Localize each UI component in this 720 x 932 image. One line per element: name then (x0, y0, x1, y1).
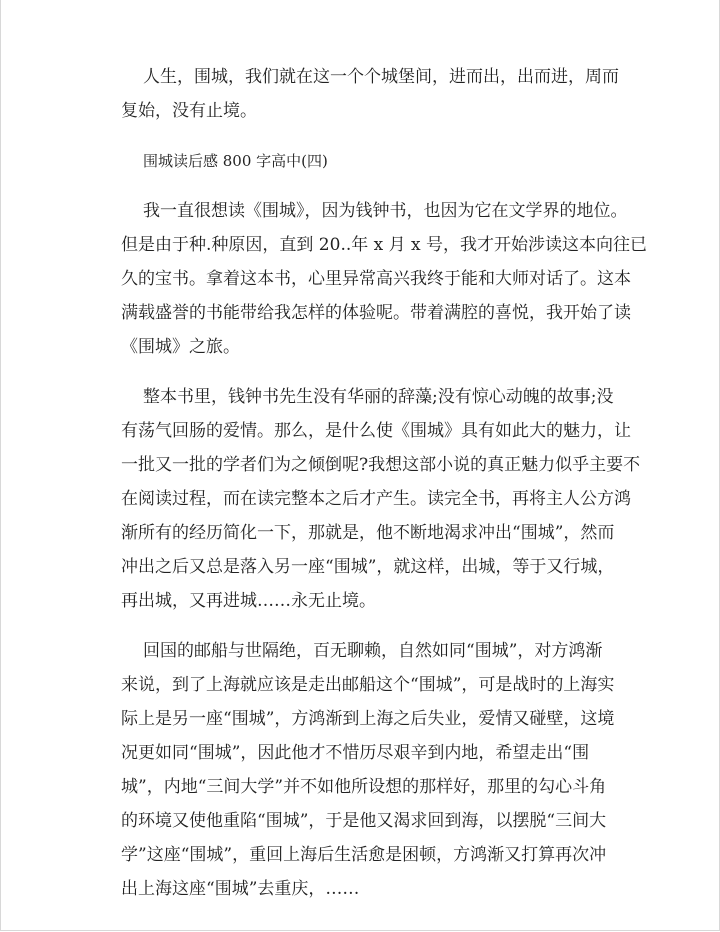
text-line: 但是由于种.种原因，直到 20..年 x 月 x 号，我才开始涉读这本向往已 (121, 235, 648, 255)
heading-text: 围城读后感 800 字高中(四) (143, 152, 328, 170)
paragraph-2 (121, 380, 641, 618)
text-line: 一批又一批的学者们为之倾倒呢?我想这部小说的真正魅力似乎主要不 (121, 455, 641, 475)
text-line: 学”这座“围城”，重回上海后生活愈是困顿，方鸿渐又打算再次冲 (121, 845, 607, 865)
text-line: 的环境又使他重陷“围城”，于是他又渴求回到海，以摆脱“三间大 (121, 811, 607, 831)
text-line: 况更如同“围城”，因此他才不惜历尽艰辛到内地，希望走出“围 (121, 743, 590, 763)
text-line: 出上海这座“围城”去重庆，…… (121, 879, 360, 899)
text-line: 际上是另一座“围城”，方鸿渐到上海之后失业，爱情又碰壁，这境 (121, 709, 615, 729)
text-line: 城”，内地“三间大学”并不如他所设想的那样好，那里的勾心斗角 (121, 777, 607, 797)
text-line: 整本书里，钱钟书先生没有华丽的辞藻;没有惊心动魄的故事;没 (143, 387, 614, 407)
document-body (121, 60, 648, 922)
text-line: 《围城》之旅。 (121, 337, 240, 357)
text-line: 人生，围城，我们就在这一个个城堡间，进而出，出而进，周而 (143, 67, 619, 87)
paragraph-3 (121, 634, 641, 906)
text-line: 冲出之后又总是落入另一座“围城”，就这样，出城，等于又行城， (121, 557, 615, 577)
paragraph-1 (121, 194, 648, 364)
text-line: 我一直很想读《围城》，因为钱钟书，也因为它在文学界的地位。 (143, 201, 628, 221)
paragraph-intro (121, 60, 641, 128)
text-line: 在阅读过程，而在读完整本之后才产生。读完全书，再将主人公方鸿 (121, 489, 631, 509)
text-line: 久的宝书。拿着这本书，心里异常高兴我终于能和大师对话了。这本 (121, 269, 631, 289)
text-line: 回国的邮船与世隔绝，百无聊赖，自然如同“围城”，对方鸿渐 (143, 641, 603, 661)
text-line: 复始，没有止境。 (121, 101, 257, 121)
text-line: 再出城，又再进城……永无止境。 (121, 591, 376, 611)
text-line: 有荡气回肠的爱情。那么，是什么使《围城》具有如此大的魅力，让 (121, 421, 631, 441)
text-line: 来说，到了上海就应该是走出邮船这个“围城”，可是战时的上海实 (121, 675, 615, 695)
section-heading (121, 144, 641, 178)
text-line: 满载盛誉的书能带给我怎样的体验呢。带着满腔的喜悦，我开始了读 (121, 303, 631, 323)
text-line: 渐所有的经历简化一下，那就是，他不断地渴求冲出“围城”，然而 (121, 523, 615, 543)
